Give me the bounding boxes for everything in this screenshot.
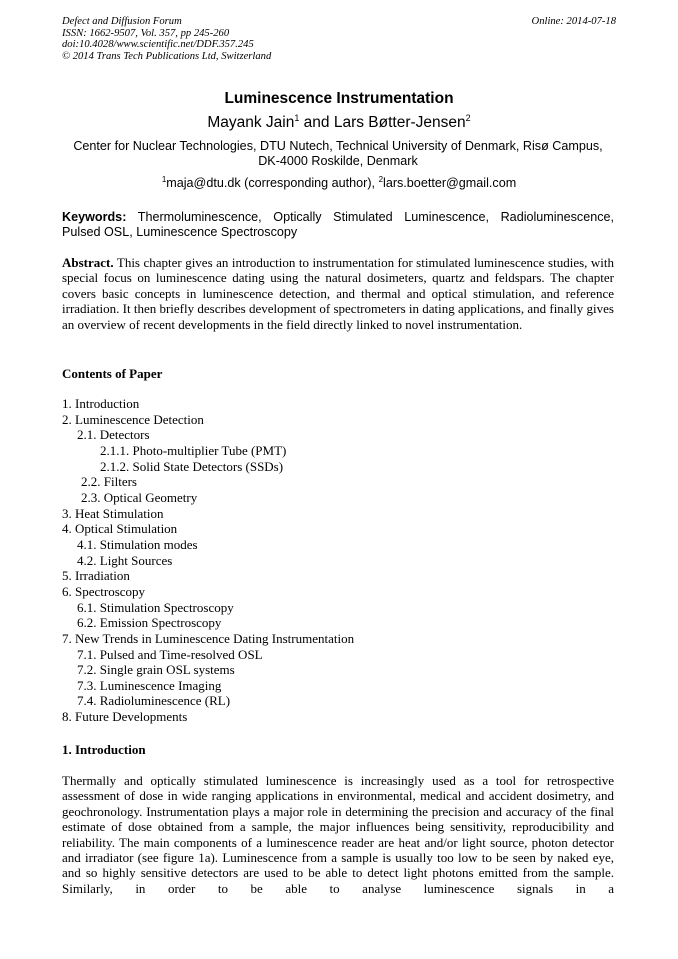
toc-item: 1. Introduction: [62, 396, 140, 411]
section-heading-introduction: 1. Introduction: [62, 742, 146, 757]
toc-item: 7.1. Pulsed and Time-resolved OSL: [77, 646, 263, 662]
author-1-sup: 1: [294, 113, 300, 123]
abstract: [62, 255, 614, 332]
toc-item: 7.2. Single grain OSL systems: [77, 662, 235, 678]
author-line: [0, 113, 678, 132]
email-2-sup: 2: [378, 175, 384, 184]
contents-heading: Contents of Paper: [62, 366, 163, 381]
online-date: Online: 2014-07-18: [531, 16, 616, 27]
toc-item: 4. Optical Stimulation: [62, 521, 178, 537]
journal-header: [62, 16, 271, 62]
author-conjunction: and: [299, 114, 334, 132]
toc-item: 2.2. Filters: [81, 474, 137, 490]
email-1: maja@dtu.dk (corresponding author),: [166, 176, 379, 191]
table-of-contents: [62, 396, 354, 725]
keywords: [62, 210, 614, 239]
toc-item: 2.3. Optical Geometry: [81, 489, 198, 505]
abstract-label: Abstract.: [62, 255, 114, 270]
author-2: Lars Bøtter-Jensen: [333, 114, 466, 132]
toc-item: 4.1. Stimulation modes: [77, 536, 198, 552]
toc-item: 7. New Trends in Luminescence Dating Instrumentation: [62, 630, 355, 646]
toc-item: 6.2. Emission Spectroscopy: [77, 615, 222, 631]
toc-item: 2.1. Detectors: [77, 427, 150, 443]
author-1: Mayank Jain: [207, 114, 295, 132]
paper-title: Luminescence Instrumentation: [224, 90, 454, 107]
toc-item: 7.3. Luminescence Imaging: [77, 677, 222, 693]
toc-item: 8. Future Developments: [62, 709, 188, 725]
toc-item: 5. Irradiation: [62, 568, 130, 584]
journal-issn: ISSN: 1662-9507, Vol. 357, pp 245-260: [62, 27, 230, 39]
toc-item: 2.1.1. Photo-multiplier Tube (PMT): [100, 442, 287, 458]
toc-item: 6.1. Stimulation Spectroscopy: [77, 599, 234, 615]
email-2: lars.boetter@gmail.com: [383, 176, 517, 191]
toc-item: 2.1.2. Solid State Detectors (SSDs): [100, 458, 284, 474]
toc-item: 4.2. Light Sources: [77, 552, 173, 568]
journal-doi: doi:10.4028/www.scientific.net/DDF.357.245: [62, 39, 254, 51]
toc-item: 7.4. Radioluminescence (RL): [77, 693, 231, 709]
toc-item: 2. Luminescence Detection: [62, 411, 204, 427]
keywords-text: Thermoluminescence, Optically Stimulated Luminescence, Radioluminescence, Pulsed OSL, Luminescence Spectroscopy: [62, 210, 614, 239]
email-1-sup: 1: [161, 175, 167, 184]
toc-item: 6. Spectroscopy: [62, 583, 146, 599]
affiliation: Center for Nuclear Technologies, DTU Nutech, Technical University of Denmark, Risø Campus, DK-4000 Roskilde, Denmark: [73, 139, 603, 168]
journal-copyright: © 2014 Trans Tech Publications Ltd, Switzerland: [62, 50, 272, 62]
keywords-label: Keywords:: [62, 210, 127, 224]
email-line: [0, 175, 678, 190]
introduction-paragraph: Thermally and optically stimulated luminescence is increasingly used as a tool for retrospective assessment of dose in wide ranging applications in environmental, medical and accident dosimetry, and geochronology. Instrumentation plays a major role in determining the precision and accuracy of the final estimate of dose obtained from a sample, the major influences being sensitivity, reproducibility and reliability. The main components of a luminescence reader are heat and/or light source, photon detector and irradiator (see figure 1a). Luminescence from a sample is usually too low to be seen by naked eye, and so highly sensitive detectors are used to be able to detect light photons emitted from the sample. Similarly, in order to be able to analyse luminescence signals in a: [62, 773, 614, 896]
toc-item: 3. Heat Stimulation: [62, 505, 164, 521]
abstract-text: This chapter gives an introduction to instrumentation for stimulated luminescence studies, with special focus on luminescence dating using the natural dosimeters, quartz and feldspars. The chapter covers basic concepts in luminescence detection, and thermal and optical stimulation, and reference irradiation. It then briefly describes development of spectrometers in dating applications, and finally gives an overview of recent developments in the field directly linked to novel instrumentation.: [62, 255, 614, 332]
journal-name: Defect and Diffusion Forum: [62, 16, 182, 27]
author-2-sup: 2: [465, 113, 471, 123]
